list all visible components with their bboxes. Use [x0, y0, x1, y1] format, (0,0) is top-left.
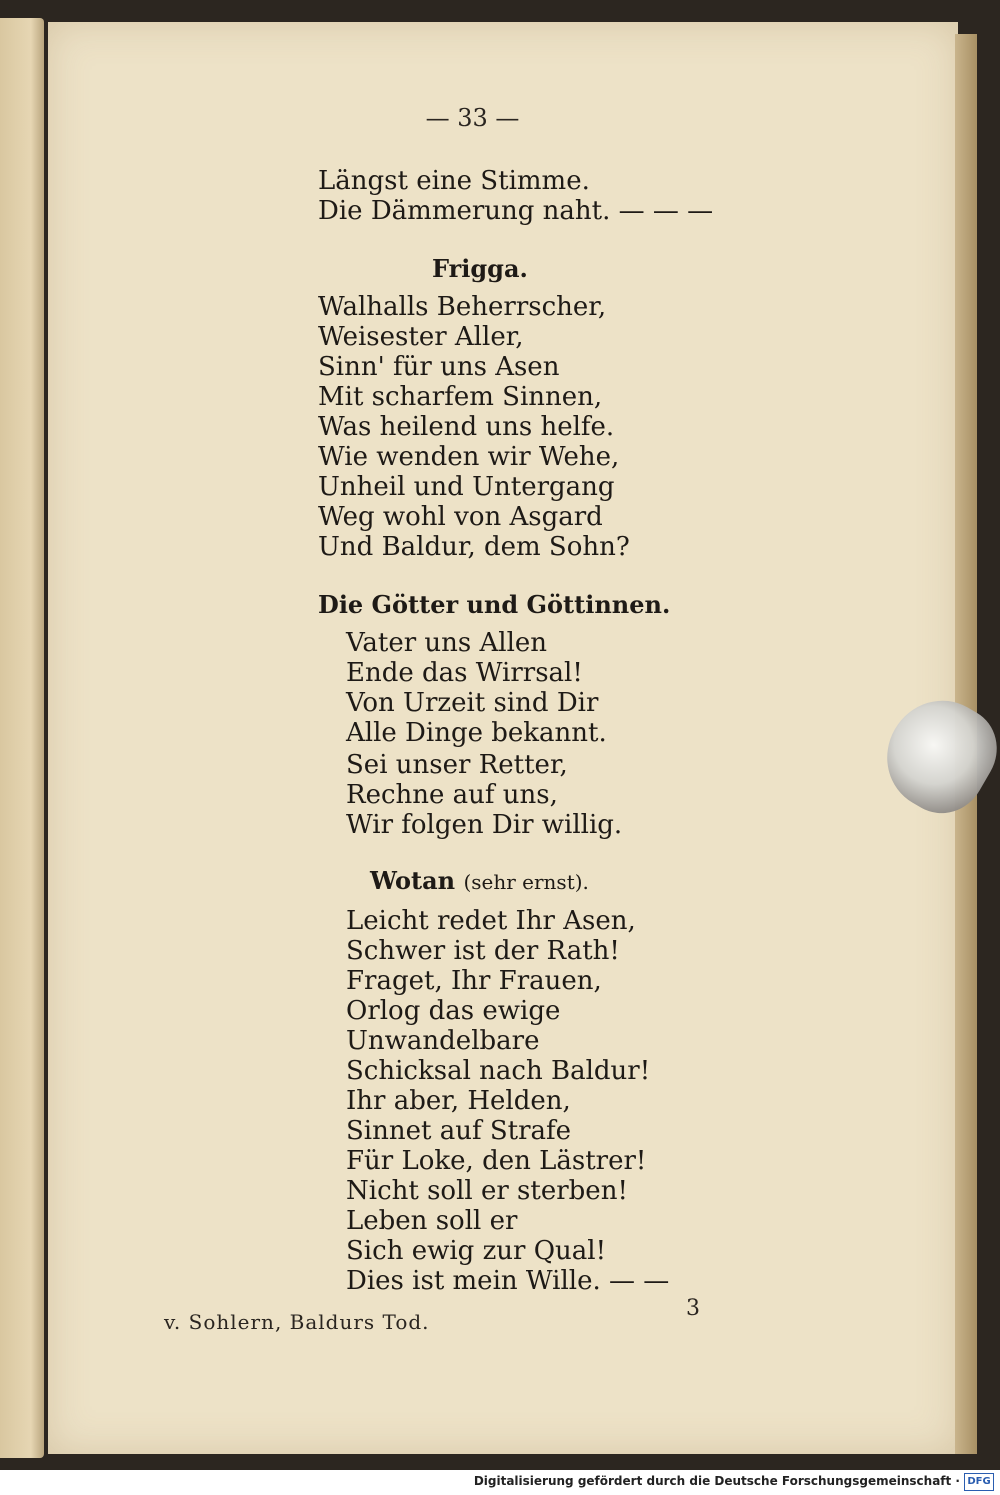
verse-line: Vater uns Allen — [346, 628, 548, 658]
footer-title: v. Sohlern, Baldurs Tod. — [164, 1310, 430, 1334]
speaker-name: Wotan — [370, 866, 456, 895]
verse-line: Fraget, Ihr Frauen, — [346, 966, 602, 996]
verse-line: Ende das Wirrsal! — [346, 658, 583, 688]
speaker-frigga: Frigga. — [432, 254, 528, 283]
verse-line: Wie wenden wir Wehe, — [318, 442, 620, 472]
verse-line: Rechne auf uns, — [346, 780, 558, 810]
verse-line: Sinn' für uns Asen — [318, 352, 560, 382]
verse-line: Walhalls Beherrscher, — [318, 292, 607, 322]
verse-line: Sich ewig zur Qual! — [346, 1236, 607, 1266]
verse-line: Ihr aber, Helden, — [346, 1086, 571, 1116]
opening-line: Längst eine Stimme. — [318, 166, 590, 196]
verse-line: Sei unser Retter, — [346, 750, 568, 780]
verse-line: Und Baldur, dem Sohn? — [318, 532, 630, 562]
verse-line: Mit scharfem Sinnen, — [318, 382, 603, 412]
verse-line: Weg wohl von Asgard — [318, 502, 603, 532]
verse-line: Alle Dinge bekannt. — [346, 718, 607, 748]
credit-bar — [0, 1470, 1000, 1495]
signature-mark: 3 — [686, 1296, 700, 1321]
speaker-gods: Die Götter und Göttinnen. — [318, 590, 671, 619]
dfg-logo-icon[interactable]: DFG — [964, 1473, 994, 1491]
verse-line: Weisester Aller, — [318, 322, 524, 352]
verse-line: Sinnet auf Strafe — [346, 1116, 572, 1146]
facing-page-edge — [0, 18, 44, 1458]
verse-line: Schwer ist der Rath! — [346, 936, 620, 966]
verse-line: Schicksal nach Baldur! — [346, 1056, 651, 1086]
page-number: — 33 — — [425, 104, 520, 132]
speaker-wotan — [370, 866, 589, 897]
verse-line: Für Loke, den Lästrer! — [346, 1146, 647, 1176]
verse-line: Wir folgen Dir willig. — [346, 810, 623, 840]
verse-line: Unwandelbare — [346, 1026, 540, 1056]
verse-line: Nicht soll er sterben! — [346, 1176, 628, 1206]
credit-text: Digitalisierung gefördert durch die Deutsche Forschungsgemeinschaft · — [473, 1474, 960, 1488]
verse-line: Leben soll er — [346, 1206, 518, 1236]
verse-line: Leicht redet Ihr Asen, — [346, 906, 636, 936]
stage-direction: (sehr ernst). — [463, 870, 589, 894]
verse-line: Was heilend uns helfe. — [318, 412, 615, 442]
verse-line: Orlog das ewige — [346, 996, 561, 1026]
verse-line: Unheil und Untergang — [318, 472, 615, 502]
opening-line: Die Dämmerung naht. — — — — [318, 196, 714, 226]
verse-line: Dies ist mein Wille. — — — [346, 1266, 670, 1296]
verse-line: Von Urzeit sind Dir — [346, 688, 599, 718]
